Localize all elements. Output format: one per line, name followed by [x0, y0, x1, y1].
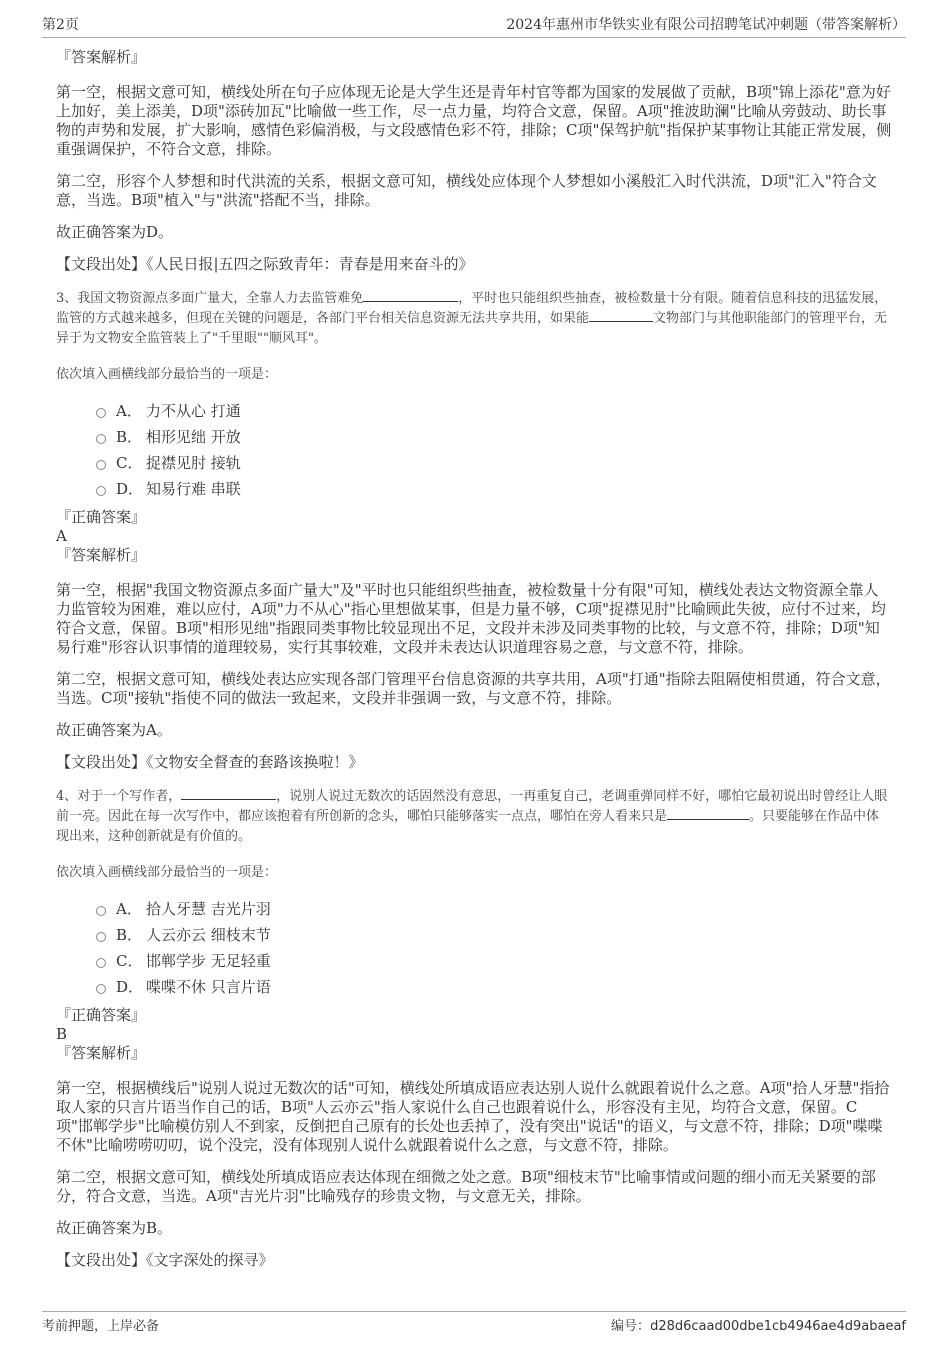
- q3-stem: [56, 289, 892, 349]
- page-content: [56, 44, 892, 1270]
- q4-stem-part3: 。只要能够在作品中体现出来，这种创新就是有价值的。: [56, 809, 880, 844]
- q3-option-c[interactable]: C． 捉襟见肘 接轨: [96, 450, 892, 476]
- radio-icon[interactable]: [96, 460, 106, 470]
- q2-conclusion: 故正确答案为D。: [56, 223, 174, 241]
- q4-option-d[interactable]: D． 喋喋不休 只言片语: [96, 974, 892, 1000]
- radio-icon[interactable]: [96, 906, 106, 916]
- q2-source: 【文段出处】《人民日报|五四之际致青年：青春是用来奋斗的》: [56, 255, 474, 273]
- page-number: 第2页: [42, 17, 79, 33]
- q4-stem-part1: 4、对于一个写作者，: [56, 789, 182, 804]
- q3-stem-part3: 文物部门与其他职能部门的管理平台，无异于为文物安全监管装上了"千里眼""顺风耳"。: [56, 311, 888, 346]
- q3-correct-label: 『正确答案』: [56, 508, 147, 526]
- radio-icon[interactable]: [96, 486, 106, 496]
- q4-option-a[interactable]: A． 拾人牙慧 吉光片羽: [96, 896, 892, 922]
- q4-stem: [56, 787, 892, 847]
- footer-slogan: 考前押题，上岸必备: [42, 1319, 160, 1334]
- q4-analysis-para2: 第二空，根据文意可知，横线处所填成语应表达体现在细微之处之意。B项"细枝末节"比喻事情或问题的细小而无关紧要的部分，符合文意，当选。A项"吉光片羽"比喻残存的珍贵文物，与文意无关，排除。: [56, 1168, 876, 1205]
- document-title: 2024年惠州市华铁实业有限公司招聘笔试冲刺题（带答案解析）: [506, 17, 906, 33]
- q3-analysis-label: 『答案解析』: [56, 546, 147, 564]
- q3-conclusion: 故正确答案为A。: [56, 721, 172, 739]
- q3-option-b[interactable]: B． 相形见绌 开放: [96, 424, 892, 450]
- q4-options: [96, 896, 892, 1000]
- q3-answer: A: [56, 527, 67, 545]
- radio-icon[interactable]: [96, 408, 106, 418]
- footer-code-label: 编号：: [611, 1319, 651, 1334]
- page-header: [42, 12, 906, 38]
- radio-icon[interactable]: [96, 932, 106, 942]
- q4-blank-1: [181, 787, 276, 800]
- q2-analysis-para2: 第二空，形容个人梦想和时代洪流的关系，根据文意可知，横线处应体现个人梦想如小溪般汇入时代洪流，D项"汇入"符合文意，当选。B项"植入"与"洪流"搭配不当，排除。: [56, 172, 877, 209]
- q3-options: [96, 398, 892, 502]
- q4-answer: B: [56, 1025, 68, 1043]
- q4-source: 【文段出处】《文字深处的探寻》: [56, 1251, 274, 1269]
- radio-icon[interactable]: [96, 958, 106, 968]
- q3-stem-part1: 3、我国文物资源点多面广量大，全靠人力去监管难免: [56, 291, 364, 306]
- q3-option-d[interactable]: D． 知易行难 串联: [96, 476, 892, 502]
- q4-blank-2: [667, 807, 749, 820]
- q4-analysis-para1: 第一空，根据横线后"说别人说过无数次的话"可知，横线处所填成语应表达别人说什么就跟着说什么之意。A项"拾人牙慧"指拾取人家的只言片语当作自己的话，B项"人云亦云"指人家说什么自己也跟着说什么，形容没有主见，均符合文意，保留。C项"邯郸学步"比喻模仿别人不到家，反倒把自己原有的长处也丢掉了，没有突出"说话"的语义，与文意不符，排除；D项"喋喋不休"比喻唠唠叨叨，说个没完，没有体现别人说什么就跟着说什么之意，与文意不符，排除。: [56, 1079, 890, 1154]
- q3-stem-part2: ，平时也只能组织些抽查，被检数量十分有限。随着信息科技的迅猛发展，监管的方式越来越多，但现在关键的问题是，各部门平台相关信息资源无法共享共用，如果能: [56, 291, 888, 326]
- q3-source: 【文段出处】《文物安全督查的套路该换啦！》: [56, 753, 364, 771]
- q4-correct-label: 『正确答案』: [56, 1006, 147, 1024]
- footer-code-value: d28d6caad00dbe1cb4946ae4d9abaeaf: [650, 1319, 906, 1334]
- q3-blank-2: [589, 309, 653, 322]
- q4-prompt: 依次填入画横线部分最恰当的一项是：: [56, 865, 278, 880]
- q4-option-b[interactable]: B． 人云亦云 细枝末节: [96, 922, 892, 948]
- radio-icon[interactable]: [96, 434, 106, 444]
- q2-analysis-label: 『答案解析』: [56, 48, 147, 66]
- q3-option-a[interactable]: A． 力不从心 打通: [96, 398, 892, 424]
- q4-stem-part2: ，说别人说过无数次的话固然没有意思，一再重复自己，老调重弹同样不好，哪怕它最初说出时曾经让人眼前一亮。因此在每一次写作中，都应该抱着有所创新的念头，哪怕只能够落实一点点，哪怕在旁人看来只是: [56, 789, 888, 824]
- q4-conclusion: 故正确答案为B。: [56, 1219, 173, 1237]
- page-footer: [42, 1311, 906, 1334]
- q3-analysis-para1: 第一空，根据"我国文物资源点多面广量大"及"平时也只能组织些抽查，被检数量十分有限"可知，横线处表达文物资源全靠人力监管较为困难，难以应付，A项"力不从心"指心里想做某事，但是力量不够，C项"捉襟见肘"比喻顾此失彼，应付不过来，均符合文意，保留。B项"相形见绌"指跟同类事物比较显现出不足，文段并未涉及同类事物的比较，与文意不符，排除；D项"知易行难"形容认识事情的道理较易，实行其事较难，文段并未表达认识道理容易之意，与文意不符，排除。: [56, 581, 886, 656]
- footer-code: [611, 1315, 906, 1334]
- q4-analysis-label: 『答案解析』: [56, 1044, 147, 1062]
- q3-blank-1: [363, 289, 458, 302]
- q3-analysis-para2: 第二空，根据文意可知，横线处表达应实现各部门管理平台信息资源的共享共用，A项"打通"指除去阻隔使相贯通，符合文意，当选。C项"接轨"指使不同的做法一致起来，文段并非强调一致，与文意不符，排除。: [56, 670, 891, 707]
- q4-option-c[interactable]: C． 邯郸学步 无足轻重: [96, 948, 892, 974]
- radio-icon[interactable]: [96, 984, 106, 994]
- q2-analysis-para1: 第一空，根据文意可知，横线处所在句子应体现无论是大学生还是青年村官等都为国家的发展做了贡献，B项"锦上添花"意为好上加好，美上添美，D项"添砖加瓦"比喻做一些工作，尽一点力量，均符合文意，保留。A项"推波助澜"比喻从旁鼓动、助长事物的声势和发展，扩大影响，感情色彩偏消极，与文段感情色彩不符，排除；C项"保驾护航"指保护某事物让其能正常发展，侧重强调保护，不符合文意，排除。: [56, 83, 892, 158]
- q3-prompt: 依次填入画横线部分最恰当的一项是：: [56, 367, 278, 382]
